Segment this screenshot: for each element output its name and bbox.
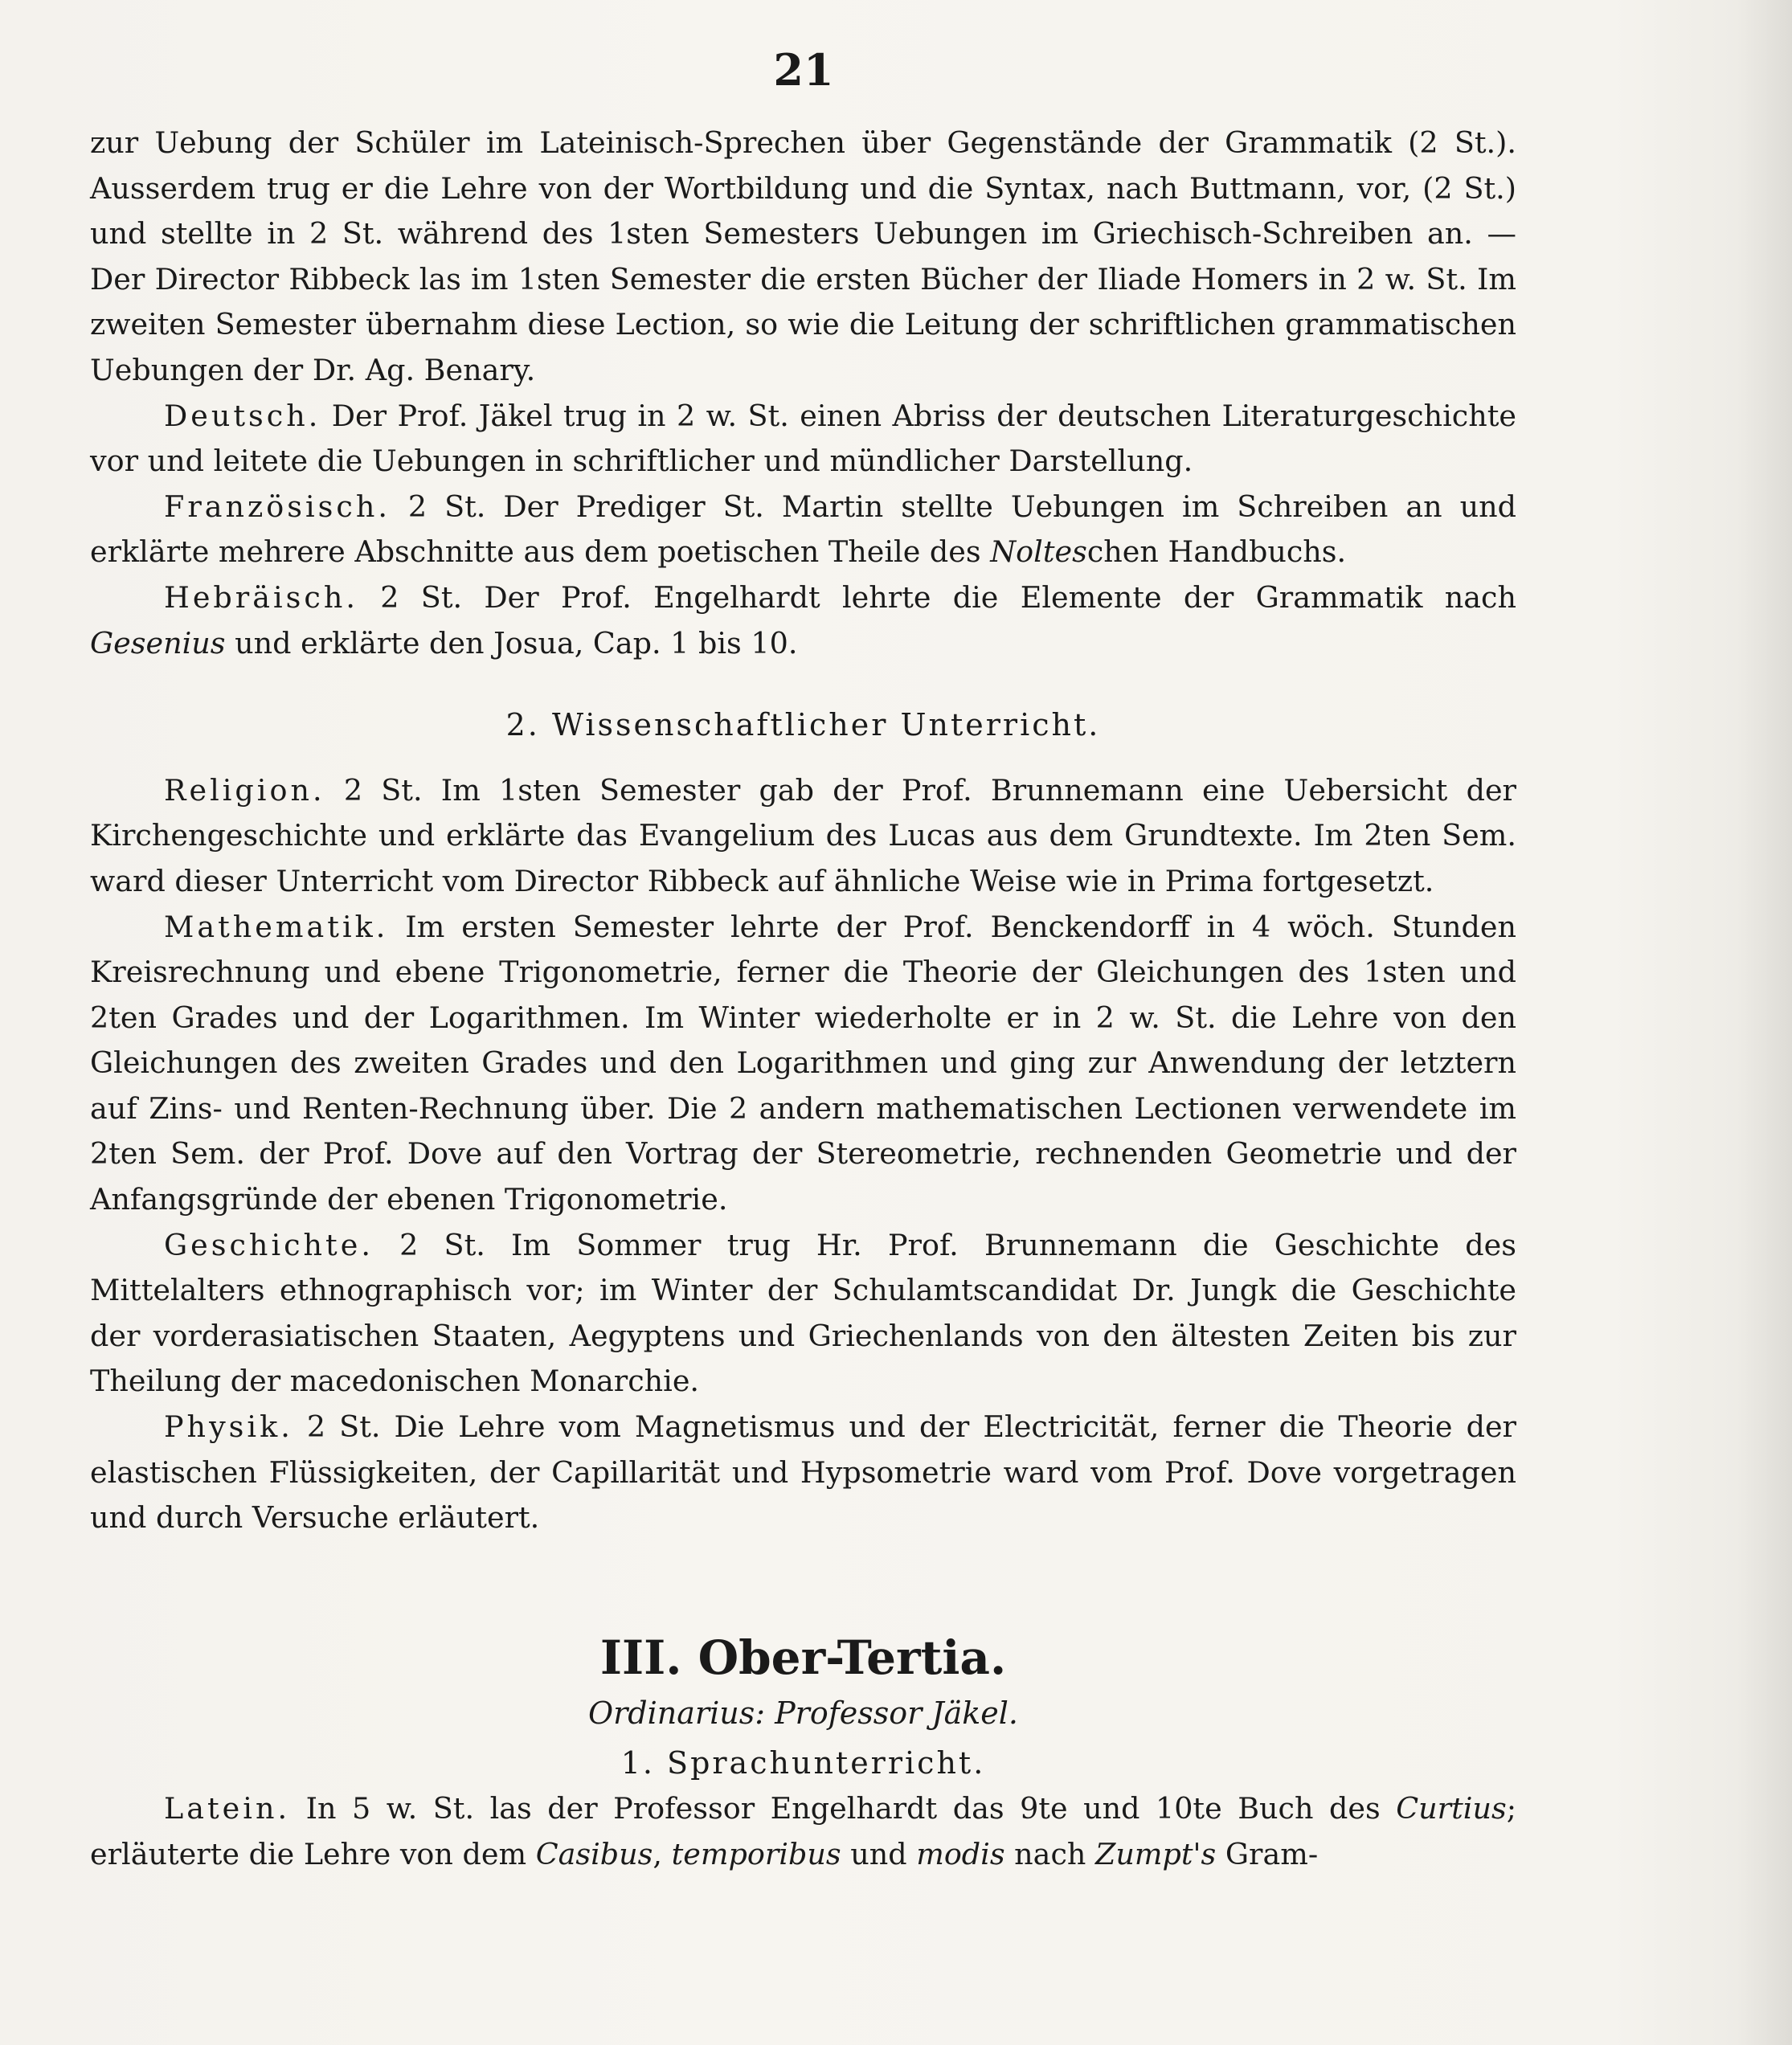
text-noltes: Noltes — [990, 534, 1087, 570]
text-hebraeisch-a: 2 St. Der Prof. Engelhardt lehrte die Elemente der Grammatik nach — [380, 579, 1516, 615]
text-franzoesisch-a: 2 St. Der Prediger St. Martin stellte Uebungen im Schreiben an und erklärte mehrere Abschnitte aus dem poetischen Theile des — [90, 489, 1516, 570]
subject-label-franzoesisch: Französisch. — [164, 489, 391, 524]
paragraph-hebraeisch — [90, 575, 1516, 666]
text-zumpt: Zumpt's — [1095, 1836, 1217, 1871]
paragraph-mathematik — [90, 905, 1516, 1223]
text-latein-a: In 5 w. St. las der Professor Engelhardt das 9te und 10te Buch des — [305, 1791, 1381, 1826]
text-religion: 2 St. Im 1sten Semester gab der Prof. Brunnemann eine Uebersicht der Kirchengeschichte und erklärte das Evangelium des Lucas aus dem Grundtexte. Im 2ten Sem. ward dieser Unterricht vom Director Ribbeck auf ähnliche Weise wie in Prima fortgesetzt. — [90, 772, 1517, 898]
text-deutsch: Der Prof. Jäkel trug in 2 w. St. einen Abriss der deutschen Literaturgeschichte vor und leitete die Uebungen in schriftlicher und mündlicher Darstellung. — [90, 398, 1517, 479]
text-franzoesisch-b: chen Handbuchs. — [1086, 534, 1347, 570]
text-geschichte: 2 St. Im Sommer trug Hr. Prof. Brunnemann die Geschichte des Mittelalters ethnographisch vor; im Winter der Schulamtscandidat Dr. Jungk die Geschichte der vorderasiatischen Staaten, Aegyptens und Griechenlands von den ältesten Zeiten bis zur Theilung der macedonischen Monarchie. — [90, 1227, 1516, 1399]
paragraph-religion — [90, 768, 1516, 905]
subject-label-mathematik: Mathematik. — [164, 909, 389, 944]
section-heading-sprachunterricht: 1. Sprachunterricht. — [620, 1745, 986, 1781]
subject-label-deutsch: Deutsch. — [164, 398, 321, 433]
paragraph-latein — [90, 1786, 1516, 1877]
subject-label-physik: Physik. — [164, 1409, 293, 1445]
text-comma: , — [653, 1836, 663, 1871]
subject-label-geschichte: Geschichte. — [164, 1227, 374, 1262]
ordinarius-line: Ordinarius: Professor Jäkel. — [587, 1695, 1019, 1731]
page-number: 21 — [773, 44, 834, 96]
section-heading-wissenschaftlich: 2. Wissenschaftlicher Unterricht. — [505, 707, 1101, 743]
paragraph-physik — [90, 1405, 1516, 1541]
subject-label-hebraeisch: Hebräisch. — [164, 579, 358, 615]
page-edge-shadow — [1736, 0, 1792, 2045]
section-title-ober-tertia: III. Ober-Tertia. — [599, 1630, 1007, 1685]
text-curtius: Curtius — [1396, 1791, 1507, 1826]
text-und: und — [850, 1836, 907, 1871]
paragraph-deutsch — [90, 394, 1516, 485]
paragraph-geschichte — [90, 1223, 1516, 1405]
text-casibus: Casibus — [535, 1836, 653, 1871]
text-gram: Gram- — [1225, 1836, 1319, 1871]
subject-label-religion: Religion. — [164, 772, 325, 808]
page-body — [90, 121, 1516, 1877]
text-latein-b: ; erläuterte die Lehre von dem — [90, 1791, 1516, 1871]
text-nach: nach — [1014, 1836, 1086, 1871]
text-physik: 2 St. Die Lehre vom Magnetismus und der Electricität, ferner die Theorie der elastischen Flüssigkeiten, der Capillarität und Hypsometrie ward vom Prof. Dove vorgetragen und durch Versuche erläutert. — [90, 1409, 1516, 1536]
text-temporibus: temporibus — [671, 1836, 841, 1871]
text-gesenius: Gesenius — [90, 625, 226, 661]
text-modis: modis — [916, 1836, 1005, 1871]
text-hebraeisch-b: und erklärte den Josua, Cap. 1 bis 10. — [235, 625, 798, 661]
paragraph-franzoesisch — [90, 485, 1516, 575]
subject-label-latein: Latein. — [164, 1791, 291, 1826]
text-mathematik: Im ersten Semester lehrte der Prof. Benckendorff in 4 wöch. Stunden Kreisrechnung und ebene Trigonometrie, ferner die Theorie der Gleichungen des 1sten und 2ten Grades und der Logarithmen. Im Winter wiederholte er in 2 w. St. die Lehre von den Gleichungen des zweiten Grades und den Logarithmen und ging zur Anwendung der letztern auf Zins- und Renten-Rechnung über. Die 2 andern mathematischen Lectionen verwendete im 2ten Sem. der Prof. Dove auf den Vortrag der Stereometrie, rechnenden Geometrie und der Anfangsgründe der ebenen Trigonometrie. — [90, 909, 1516, 1217]
paragraph-greek-continued: zur Uebung der Schüler im Lateinisch-Sprechen über Gegenstände der Grammatik (2 St.). Ausserdem trug er die Lehre von der Wortbildung und die Syntax, nach Buttmann, vor, (2 St.) und stellte in 2 St. während des 1sten Semesters Uebungen im Griechisch-Schreiben an. — Der Director Ribbeck las im 1sten Semester die ersten Bücher der Iliade Homers in 2 w. St. Im zweiten Semester übernahm diese Lection, so wie die Leitung der schriftlichen grammatischen Uebungen der Dr. Ag. Benary. — [90, 125, 1516, 387]
